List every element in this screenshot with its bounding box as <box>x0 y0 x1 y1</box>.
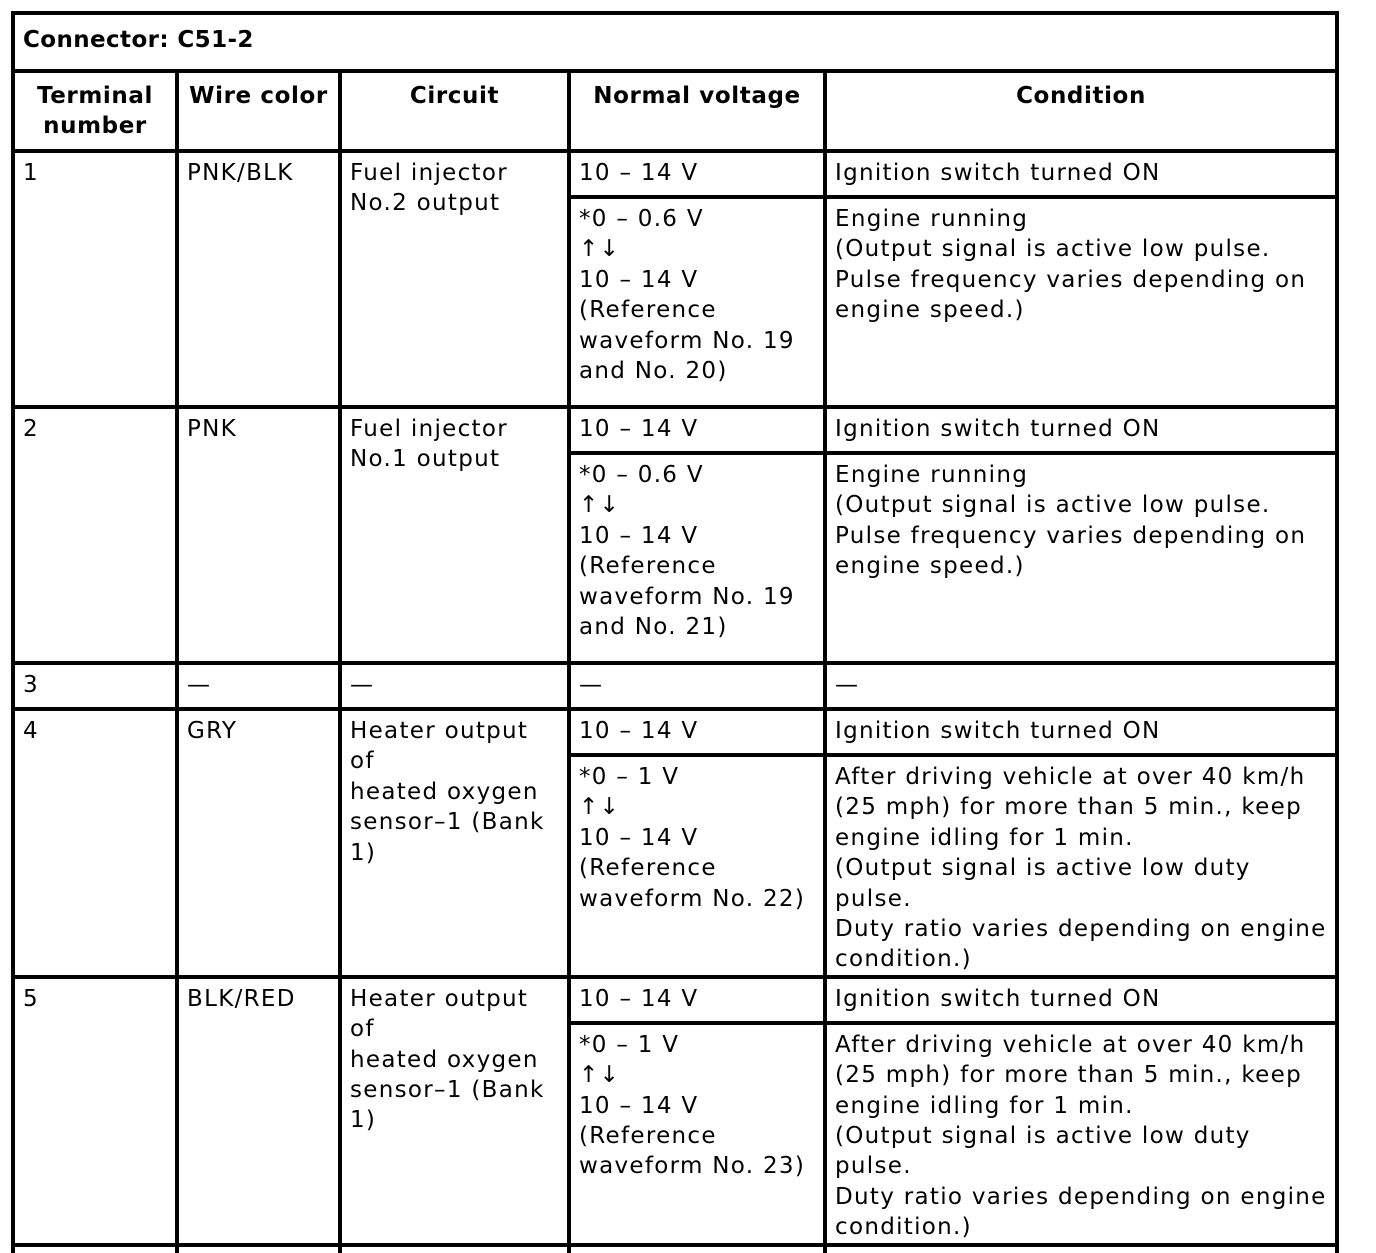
voltage-cell: *0 – 0.6 V ↑↓ 10 – 14 V (Reference waveform No. 19 and No. 20) <box>569 197 825 407</box>
wire-color-cell: PNK <box>177 407 340 663</box>
circuit-cell: Fuel injector No.1 output <box>340 407 569 663</box>
header-normal-voltage: Normal voltage <box>569 71 825 151</box>
continuation-cell <box>569 1245 825 1253</box>
voltage-cell: — <box>569 663 825 709</box>
terminal-number-cell: 2 <box>13 407 177 663</box>
table-row <box>13 151 1337 197</box>
wire-color-cell: — <box>177 663 340 709</box>
circuit-cell: Heater output of heated oxygen sensor–1 (Bank 1) <box>340 709 569 977</box>
table-row <box>13 407 1337 453</box>
condition-cell: — <box>825 663 1337 709</box>
terminal-number-cell: 4 <box>13 709 177 977</box>
header-row <box>13 71 1337 151</box>
condition-cell: After driving vehicle at over 40 km/h (25 mph) for more than 5 min., keep engine idling for 1 min. (Output signal is active low duty pulse. Duty ratio varies depending on engine condition.) <box>825 1023 1337 1245</box>
voltage-cell: *0 – 0.6 V ↑↓ 10 – 14 V (Reference waveform No. 19 and No. 21) <box>569 453 825 663</box>
wire-color-cell: GRY <box>177 709 340 977</box>
header-circuit: Circuit <box>340 71 569 151</box>
terminal-number-cell: 1 <box>13 151 177 407</box>
table-row-continuation <box>13 1245 1337 1253</box>
condition-cell: Ignition switch turned ON <box>825 407 1337 453</box>
table-row <box>13 709 1337 755</box>
condition-cell: Ignition switch turned ON <box>825 709 1337 755</box>
table-row <box>13 977 1337 1023</box>
voltage-cell: *0 – 1 V ↑↓ 10 – 14 V (Reference waveform No. 22) <box>569 755 825 977</box>
voltage-cell: 10 – 14 V <box>569 151 825 197</box>
circuit-cell: Fuel injector No.2 output <box>340 151 569 407</box>
continuation-cell <box>177 1245 340 1253</box>
condition-cell: Engine running (Output signal is active low pulse. Pulse frequency varies depending on engine speed.) <box>825 453 1337 663</box>
continuation-cell <box>13 1245 177 1253</box>
condition-cell: Engine running (Output signal is active low pulse. Pulse frequency varies depending on engine speed.) <box>825 197 1337 407</box>
connector-table <box>11 11 1339 1253</box>
table-row <box>13 663 1337 709</box>
connector-table-wrapper <box>11 11 1335 1241</box>
title-row <box>13 13 1337 71</box>
wire-color-cell: PNK/BLK <box>177 151 340 407</box>
voltage-cell: 10 – 14 V <box>569 709 825 755</box>
wire-color-cell: BLK/RED <box>177 977 340 1245</box>
header-terminal-number: Terminal number <box>13 71 177 151</box>
header-wire-color: Wire color <box>177 71 340 151</box>
circuit-cell: — <box>340 663 569 709</box>
terminal-number-cell: 5 <box>13 977 177 1245</box>
condition-cell: Ignition switch turned ON <box>825 151 1337 197</box>
circuit-cell: Heater output of heated oxygen sensor–1 (Bank 1) <box>340 977 569 1245</box>
voltage-cell: 10 – 14 V <box>569 407 825 453</box>
condition-cell: After driving vehicle at over 40 km/h (25 mph) for more than 5 min., keep engine idling for 1 min. (Output signal is active low duty pulse. Duty ratio varies depending on engine condition.) <box>825 755 1337 977</box>
continuation-cell <box>825 1245 1337 1253</box>
continuation-cell <box>340 1245 569 1253</box>
terminal-number-cell: 3 <box>13 663 177 709</box>
voltage-cell: 10 – 14 V <box>569 977 825 1023</box>
condition-cell: Ignition switch turned ON <box>825 977 1337 1023</box>
header-condition: Condition <box>825 71 1337 151</box>
connector-title: Connector: C51-2 <box>13 13 1337 71</box>
voltage-cell: *0 – 1 V ↑↓ 10 – 14 V (Reference waveform No. 23) <box>569 1023 825 1245</box>
